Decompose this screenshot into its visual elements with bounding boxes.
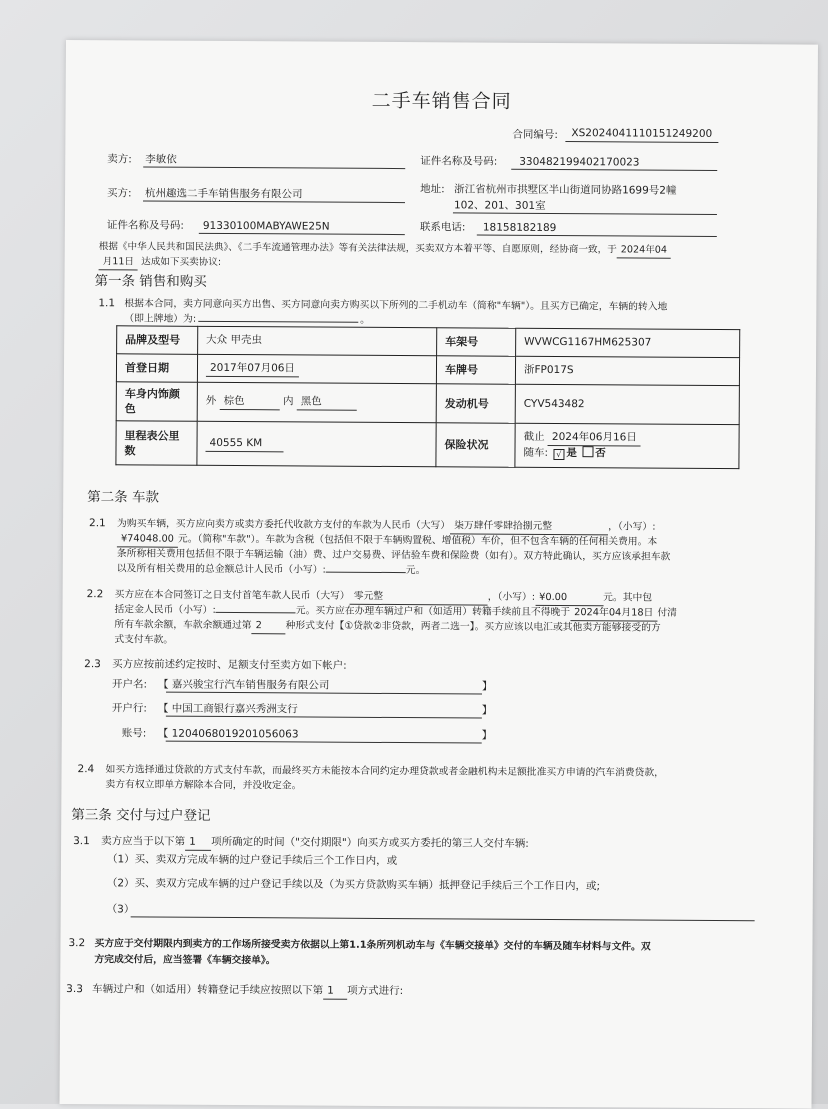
buyer-id-value: 91330100MABYAWE25N [202, 219, 330, 233]
account-no-label: 账号: [121, 727, 147, 740]
buyer-phone-value: 18158182189 [482, 221, 557, 234]
reg-date-value: 2017年07月06日 [197, 354, 436, 383]
p11-line2: （即上牌地）为: 。 [124, 313, 371, 326]
p21-num: 2.1 [89, 517, 106, 530]
bank-bracket: 】 [481, 704, 493, 717]
p22-line1: 买方应在本合同签订之日支付首笔车款人民币（大写） 零元整 ，（小写）: ¥0.00 元。其中包 [115, 587, 653, 606]
p33-num: 3.3 [66, 983, 83, 996]
p33-line1: 车辆过户和（如适用）转籍登记手续应按照以下第 1 项方式进行: [92, 982, 403, 1000]
insurance-value: 截止 2024年06月16日 随车: √ 是 否 [515, 423, 739, 468]
buyer-id-label: 证件名称及号码: [106, 219, 184, 232]
bank-value: 【 中国工商银行嘉兴秀洲支行 [157, 702, 298, 716]
buyer-name: 杭州趣选二手车销售服务有限公司 [145, 187, 303, 201]
buyer-addr-label: 地址: [420, 183, 445, 196]
intro-text-2: 月11日 达成如下买卖协议: [99, 254, 222, 271]
p31-option2: （2）买、卖双方完成车辆的过户登记手续以及（为买方贷款购买车辆）抵押登记手续后三个工作日内，或; [106, 877, 601, 893]
p32-num: 3.2 [68, 937, 86, 950]
buyer-addr-line2: 102、201、301室 [453, 199, 546, 212]
p21-line4: 以及所有相关费用的总金额总计人民币（小写）: 元。 [116, 563, 426, 577]
vin-value: WVWCG1167HM625307 [516, 328, 740, 357]
mileage-value: 40555 KM [197, 421, 436, 466]
contract-no-value: XS2024041110151249200 [565, 126, 718, 143]
account-name-bracket: 】 [482, 680, 493, 693]
plate-value: 浙FP017S [515, 356, 739, 385]
bank-label: 开户行: [111, 702, 148, 715]
brand-label: 品牌及型号 [117, 326, 198, 354]
contract-page [60, 40, 818, 1109]
p31-option3: （3） [106, 903, 135, 916]
account-no-value: 【 1204068019201056063 [157, 727, 299, 741]
p24-line1: 如买方选择通过贷款的方式支付车款，而最终买方未能按本合同约定办理贷款或者金融机构未足额批准买方申请的汽车消费贷款， [105, 764, 664, 779]
p31-num: 3.1 [73, 835, 90, 848]
account-name-label: 开户名: [112, 678, 148, 691]
p21-line2: ¥74048.00 元。（简称"车款"）。车款为含税（包括但不限于车辆购置税、增值税）车价，但不包含车辆的任何相关费用。本 [117, 531, 657, 550]
p22-line4: 式支付车款。 [114, 634, 174, 646]
buyer-phone-label: 联系电话: [419, 221, 466, 234]
plate-label: 车牌号 [436, 356, 515, 384]
account-no-bracket: 】 [481, 729, 493, 742]
color-value: 外 棕色 内 黑色 [197, 382, 436, 422]
buyer-addr-line1: 浙江省杭州市拱墅区半山街道同协路1699号2幢 [454, 183, 677, 197]
contract-title: 二手车销售合同 [371, 89, 512, 113]
seller-id-value: 330482199402170023 [519, 155, 640, 169]
p22-line3: 所有车款余额，车款余额通过第 2 种形式支付【①贷款②非贷款，两者二选一】。买方应该以电汇或其他卖方能够接受的方 [114, 619, 661, 634]
seller-label: 卖方: [107, 153, 132, 166]
intro-text: 根据《中华人民共和国民法典》、《二手车流通管理办法》等有关法律法规，买卖双方本着平等、自愿原则，经协商一致，于 2024年04 [99, 239, 671, 258]
account-name-value: 【 嘉兴骏宝行汽车销售服务有限公司 [158, 678, 330, 692]
p23-line1: 买方应按前述约定按时、足额支付至卖方如下帐户: [112, 658, 347, 672]
insurance-label: 保险状况 [436, 423, 515, 467]
article1-heading: 第一条 销售和购买 [94, 273, 207, 290]
p11-num: 1.1 [98, 297, 116, 310]
engine-value: CYV543482 [515, 384, 739, 424]
p24-num: 2.4 [77, 763, 95, 776]
article2-heading: 第二条 车款 [87, 489, 160, 506]
insurance-no-checkbox [582, 446, 593, 457]
p23-num: 2.3 [84, 658, 101, 671]
seller-id-label: 证件名称及号码: [420, 155, 498, 168]
seller-name: 李敏依 [145, 153, 177, 166]
p31-option1: （1）买、卖双方完成车辆的过户登记手续后三个工作日内，或 [106, 853, 398, 868]
color-label: 车身内饰颜色 [116, 382, 197, 421]
p32-line1: 买方应于交付期限内到卖方的工作场所接受卖方依据以上第1.1条所列机动车与《车辆交接单》交付的车辆及随车材料与文件。双 [94, 938, 651, 953]
p22-line2: 括定金人民币（小写）: 元。买方应在办理车辆过户和（如适用）转籍手续前且不得晚于 2024年04月18日 付清 [114, 602, 677, 621]
article3-heading: 第三条 交付与过户登记 [71, 807, 211, 824]
engine-label: 发动机号 [436, 384, 515, 423]
p24-line2: 卖方有权立即单方解除本合同，并没收定金。 [105, 779, 302, 792]
p21-line1: 为购买车辆，买方应向卖方或卖方委托代收款方支付的车款为人民币（大写） 柒万肆仟零肆拾捌元整 ，（小写）: [117, 516, 656, 535]
contract-no-label: 合同编号: [512, 128, 559, 142]
vin-label: 车架号 [437, 328, 516, 356]
p32-line2: 方完成交付后，应当签署《车辆交接单》。 [94, 954, 276, 967]
buyer-label: 买方: [107, 187, 132, 200]
p22-num: 2.2 [86, 588, 104, 601]
insurance-yes-checkbox: √ [553, 449, 564, 460]
p11-line1: 根据本合同，卖方同意向买方出售、买方同意向卖方购买以下所列的二手机动车（简称"车辆"）。且买方已确定，车辆的转入地 [124, 298, 668, 313]
vehicle-info-table [115, 325, 740, 469]
brand-value: 大众 甲壳虫 [198, 326, 437, 355]
reg-date-label: 首登日期 [116, 354, 197, 382]
p31-line1: 卖方应当于以下第 1 项所确定的时间（"交付期限"）向买方或买方委托的第三人交付车辆: [101, 835, 529, 850]
mileage-label: 里程表公里数 [116, 421, 197, 465]
p21-line3: 条所称相关费用包括但不限于车辆运输（油）费、过户交易费、评估验车费和保险费（如有）。双方特此确认，买方应该承担车款 [116, 548, 671, 563]
